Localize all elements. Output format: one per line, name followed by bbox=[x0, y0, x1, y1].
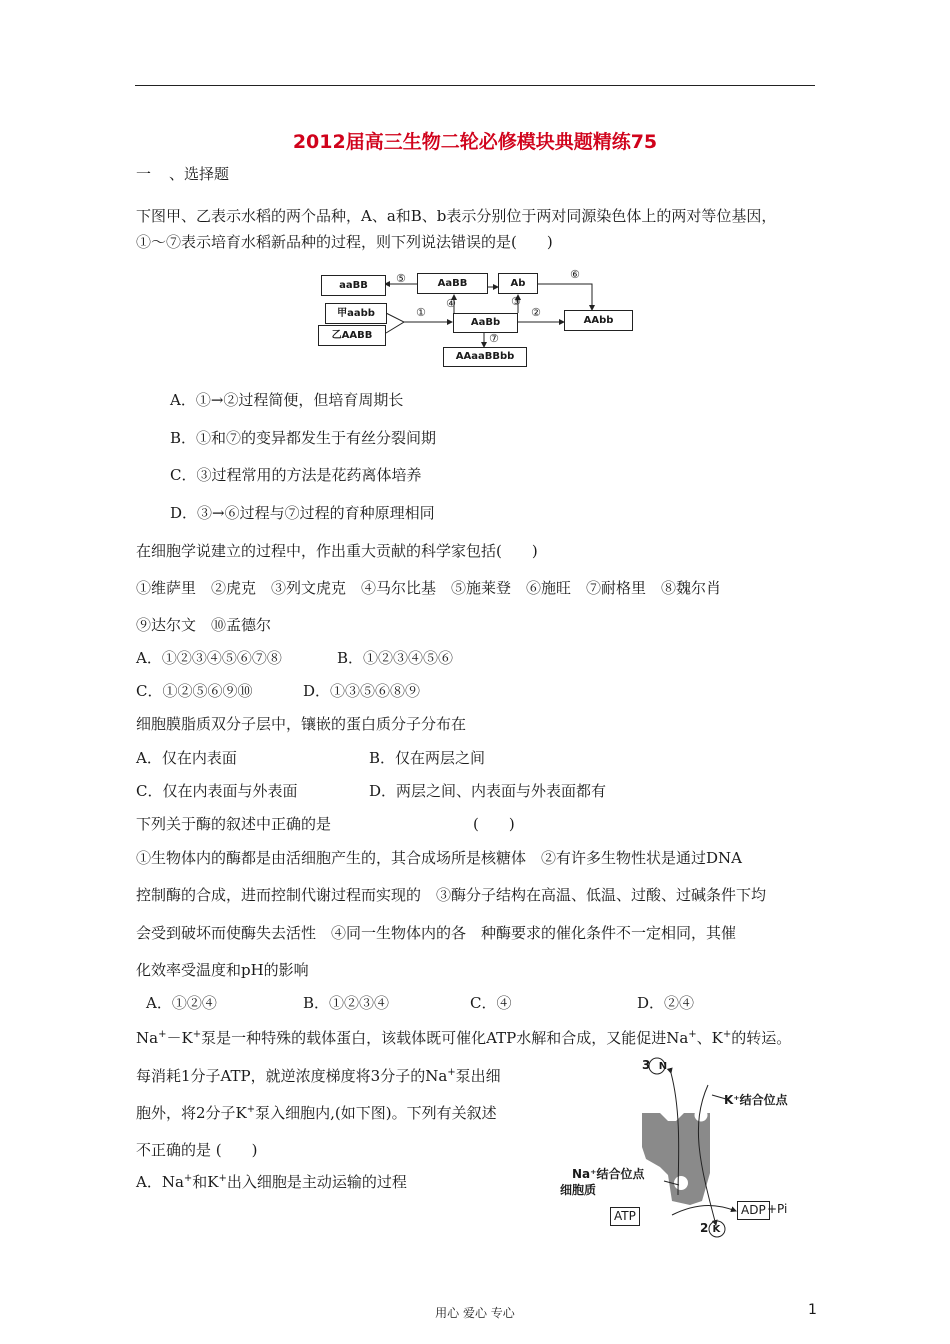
q4-line2: 控制酶的合成，进而控制代谢过程而实现的 ③酶分子结构在高温、低温、过酸、过碱条件下均 bbox=[136, 886, 767, 904]
q5-line1 bbox=[136, 1028, 791, 1048]
q5-line3-body: 胞外，将2分子K bbox=[136, 1104, 247, 1122]
header-rule bbox=[135, 85, 815, 86]
superscript-plus: + bbox=[158, 1029, 167, 1040]
box-AAaaBBbb: AAaaBBbb bbox=[443, 347, 527, 367]
box-Ab: Ab bbox=[498, 273, 538, 294]
box-AAbb: AAbb bbox=[564, 310, 633, 331]
q2-list-line2: ⑨达尔文 ⑩孟德尔 bbox=[136, 616, 272, 634]
q1-stem-line1: 下图甲、乙表示水稻的两个品种，A、a和B、b表示分别位于两对同源染色体上的两对等位基因， bbox=[136, 207, 777, 225]
adp-box: ADP bbox=[737, 1201, 770, 1220]
section-number: 一 bbox=[136, 165, 152, 183]
q4-line1: ①生物体内的酶都是由活细胞产生的，其合成场所是核糖体 ②有许多生物性状是通过DNA bbox=[136, 849, 742, 867]
k-count-label: 2 K bbox=[700, 1221, 721, 1235]
q3-option-d: D．两层之间、内表面与外表面都有 bbox=[369, 782, 607, 800]
q2-option-b: B．①②③④⑤⑥ bbox=[337, 649, 454, 667]
superscript-plus: + bbox=[688, 1029, 697, 1040]
q4-option-c: C．④ bbox=[470, 994, 512, 1012]
q5-line1-k: 、K bbox=[696, 1029, 723, 1047]
superscript-plus: + bbox=[192, 1029, 202, 1040]
step-4-label: ④ bbox=[446, 297, 456, 310]
q3-option-b: B．仅在两层之间 bbox=[369, 749, 486, 767]
q2-option-d: D．①③⑤⑥⑧⑨ bbox=[303, 682, 421, 700]
section-heading bbox=[136, 164, 229, 184]
box-AaBB: AaBB bbox=[417, 273, 488, 294]
q2-option-c: C．①②⑤⑥⑨⑩ bbox=[136, 682, 253, 700]
na-count-label: 3 N bbox=[642, 1058, 668, 1072]
q5-line4: 不正确的是 ( ) bbox=[136, 1141, 258, 1159]
q5-na-text: Na bbox=[136, 1029, 159, 1047]
superscript-plus: + bbox=[722, 1029, 732, 1040]
q1-option-b: B．①和⑦的变异都发生于有丝分裂间期 bbox=[170, 429, 437, 447]
superscript-plus: + bbox=[183, 1173, 193, 1184]
pi-label: +Pi bbox=[767, 1202, 788, 1216]
atp-box: ATP bbox=[610, 1207, 640, 1226]
na-count: 3 bbox=[642, 1058, 651, 1072]
q5-k-text: －K bbox=[166, 1029, 193, 1047]
q5-opt-a-k: 和K bbox=[192, 1173, 219, 1191]
box-aaBB: aaBB bbox=[321, 275, 386, 296]
q4-answer-paren: ( ) bbox=[473, 815, 515, 833]
step-6-label: ⑥ bbox=[570, 268, 580, 281]
q5-option-a bbox=[136, 1172, 407, 1192]
superscript-plus: + bbox=[246, 1104, 256, 1115]
q3-option-c: C．仅在内表面与外表面 bbox=[136, 782, 298, 800]
q2-option-a: A．①②③④⑤⑥⑦⑧ bbox=[136, 649, 282, 667]
q1-option-c: C．③过程常用的方法是花药离体培养 bbox=[170, 466, 422, 484]
q4-line4: 化效率受温度和pH的影响 bbox=[136, 961, 309, 979]
step-3-label: ③ bbox=[511, 295, 521, 308]
q5-line1-body: 泵是一种特殊的载体蛋白，该载体既可催化ATP水解和合成，又能促进Na bbox=[201, 1029, 689, 1047]
section-label: 、选择题 bbox=[169, 165, 230, 183]
breeding-diagram bbox=[318, 268, 638, 372]
q5-line1-end: 的转运。 bbox=[731, 1029, 792, 1047]
na-binding-site-label: Na⁺结合位点 bbox=[572, 1167, 645, 1181]
step-1-label: ① bbox=[416, 306, 426, 319]
q5-opt-a-body: 出入细胞是主动运输的过程 bbox=[226, 1173, 407, 1191]
q4-option-b: B．①②③④ bbox=[303, 994, 390, 1012]
page-title: 2012届高三生物二轮必修模块典题精练75 bbox=[292, 131, 658, 153]
q5-line3 bbox=[136, 1103, 497, 1123]
step-5-label: ⑤ bbox=[396, 272, 406, 285]
q5-opt-a-na: A．Na bbox=[136, 1173, 184, 1191]
page-number: 1 bbox=[808, 1302, 817, 1318]
q4-stem: 下列关于酶的叙述中正确的是 bbox=[136, 815, 332, 833]
q5-line2-body: 每消耗1分子ATP，就逆浓度梯度将3分子的Na bbox=[136, 1067, 448, 1085]
q2-list-line1: ①维萨里 ②虎克 ③列文虎克 ④马尔比基 ⑤施莱登 ⑥施旺 ⑦耐格里 ⑧魏尔肖 bbox=[136, 579, 722, 597]
superscript-plus: + bbox=[218, 1173, 227, 1184]
box-yi: 乙AABB bbox=[318, 325, 386, 346]
superscript-plus: + bbox=[447, 1067, 456, 1078]
q3-stem: 细胞膜脂质双分子层中，镶嵌的蛋白质分子分布在 bbox=[136, 715, 467, 733]
k-count: 2 bbox=[700, 1221, 709, 1235]
step-7-label: ⑦ bbox=[489, 332, 499, 345]
q5-line3-end: 泵入细胞内,(如下图)。下列有关叙述 bbox=[255, 1104, 497, 1122]
box-AaBb: AaBb bbox=[453, 313, 518, 333]
q4-line3: 会受到破坏而使酶失去活性 ④同一生物体内的各 种酶要求的催化条件不一定相同，其催 bbox=[136, 924, 737, 942]
q3-option-a: A．仅在内表面 bbox=[136, 749, 237, 767]
carrier-protein-shape bbox=[642, 1113, 710, 1205]
q5-line2-end: 泵出细 bbox=[455, 1067, 501, 1085]
step-2-label: ② bbox=[531, 306, 541, 319]
na-k-pump-diagram bbox=[560, 1055, 790, 1245]
footer-slogan: 用心 爱心 专心 bbox=[435, 1306, 515, 1320]
q4-option-a: A．①②④ bbox=[146, 994, 217, 1012]
q5-line2 bbox=[136, 1066, 501, 1086]
q1-option-a: A．①→②过程简便，但培育周期长 bbox=[170, 391, 404, 409]
box-jia: 甲aabb bbox=[325, 303, 387, 324]
k-binding-site-label: K⁺结合位点 bbox=[724, 1093, 788, 1107]
q1-option-d: D．③→⑥过程与⑦过程的育种原理相同 bbox=[170, 504, 435, 522]
q2-stem: 在细胞学说建立的过程中，作出重大贡献的科学家包括( ) bbox=[136, 542, 538, 560]
q4-option-d: D．②④ bbox=[637, 994, 695, 1012]
cytoplasm-label: 细胞质 bbox=[560, 1183, 597, 1197]
q1-stem-line2: ①～⑦表示培育水稻新品种的过程，则下列说法错误的是( ) bbox=[136, 233, 553, 251]
